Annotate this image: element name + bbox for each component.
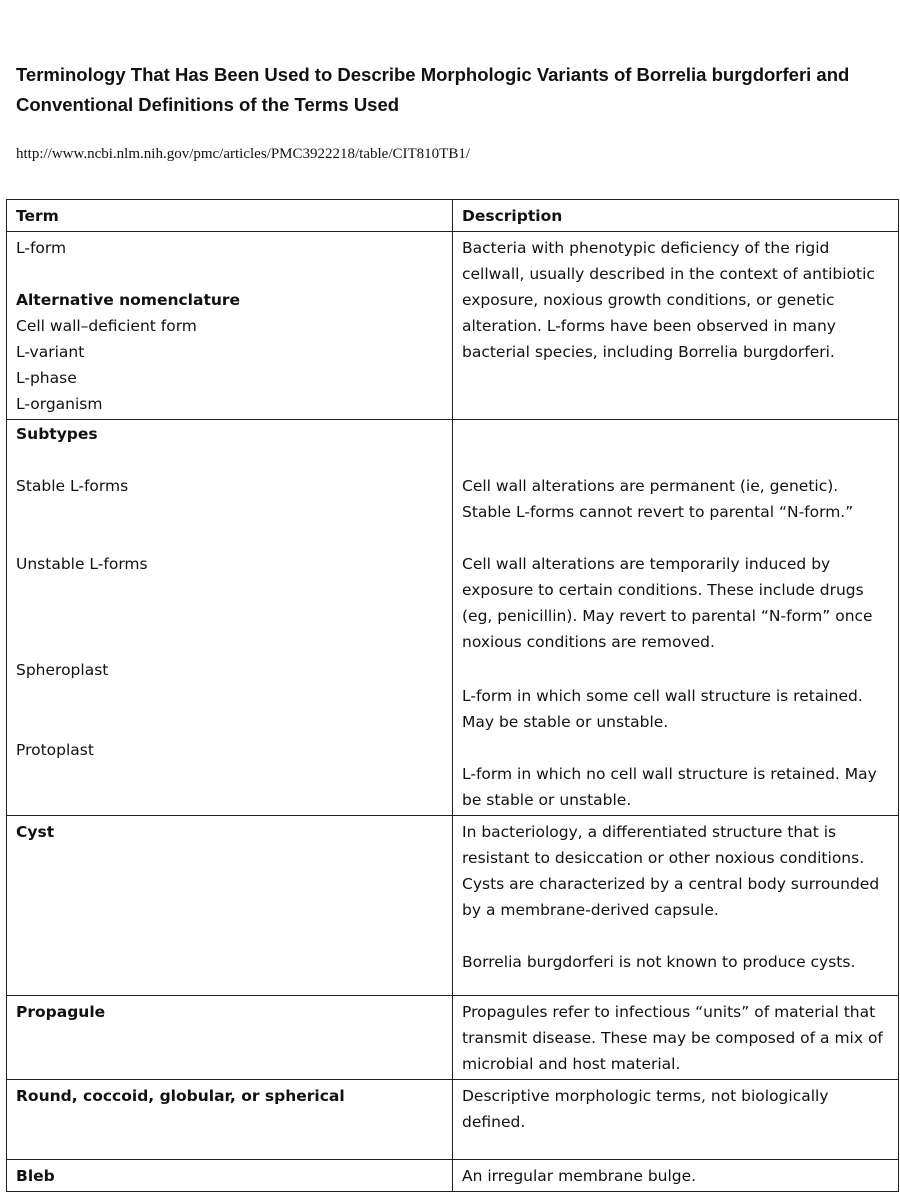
alt-nomenclature-heading: Alternative nomenclature	[16, 291, 241, 309]
table-row-bleb	[7, 1160, 899, 1192]
document-title: Terminology That Has Been Used to Describe Morphologic Variants of Borrelia burgdorferi and Conventional Definitions of the Terms Used	[16, 64, 850, 115]
terminology-table	[6, 199, 899, 1192]
subtype-description: Cell wall alterations are temporarily induced by exposure to certain conditions. These include drugs (eg, penicillin). May revert to parental “N-form” once noxious conditions are removed.	[462, 555, 873, 651]
alt-term: L-variant	[16, 343, 85, 361]
subtype-description: Cell wall alterations are permanent (ie, genetic). Stable L-forms cannot revert to parental “N-form.”	[462, 477, 854, 521]
round-description: Descriptive morphologic terms, not biologically defined.	[453, 1080, 899, 1160]
propagule-term: Propagule	[7, 996, 453, 1080]
subtypes-description-cell	[453, 420, 899, 816]
cyst-note: Borrelia burgdorferi is not known to produce cysts.	[462, 953, 856, 971]
subtype-term: Protoplast	[16, 741, 94, 759]
source-url: http://www.ncbi.nlm.nih.gov/pmc/articles/PMC3922218/table/CIT810TB1/	[16, 146, 470, 162]
subtype-term: Unstable L-forms	[16, 555, 148, 573]
header-description: Description	[453, 200, 899, 232]
subtype-term: Stable L-forms	[16, 477, 129, 495]
propagule-description: Propagules refer to infectious “units” of material that transmit disease. These may be composed of a mix of microbial and host material.	[453, 996, 899, 1080]
table-row-round	[7, 1080, 899, 1160]
alt-term: L-phase	[16, 369, 77, 387]
alt-term: Cell wall–deficient form	[16, 317, 197, 335]
alt-term: L-organism	[16, 395, 103, 413]
table-row-cyst	[7, 816, 899, 996]
header-term: Term	[7, 200, 453, 232]
bleb-term: Bleb	[7, 1160, 453, 1192]
lform-term-cell	[7, 232, 453, 420]
bleb-description: An irregular membrane bulge.	[453, 1160, 899, 1192]
table-row-lform	[7, 232, 899, 420]
table-header-row	[7, 200, 899, 232]
subtypes-term-cell	[7, 420, 453, 816]
cyst-description: In bacteriology, a differentiated structure that is resistant to desiccation or other noxious conditions. Cysts are characterized by a central body surrounded by a membrane-derived capsule.	[462, 823, 880, 919]
lform-description: Bacteria with phenotypic deficiency of the rigid cellwall, usually described in the context of antibiotic exposure, noxious growth conditions, or genetic alteration. L-forms have been observed in many bacterial species, including Borrelia burgdorferi.	[453, 232, 899, 420]
round-term: Round, coccoid, globular, or spherical	[7, 1080, 453, 1160]
table-row-subtypes	[7, 420, 899, 816]
subtype-description: L-form in which no cell wall structure is retained. May be stable or unstable.	[462, 765, 877, 809]
lform-term: L-form	[16, 239, 67, 257]
subtype-term: Spheroplast	[16, 661, 109, 679]
subtypes-heading: Subtypes	[16, 425, 98, 443]
table-row-propagule	[7, 996, 899, 1080]
subtype-description: L-form in which some cell wall structure is retained. May be stable or unstable.	[462, 687, 863, 731]
cyst-term: Cyst	[7, 816, 453, 996]
cyst-description-cell	[453, 816, 899, 996]
